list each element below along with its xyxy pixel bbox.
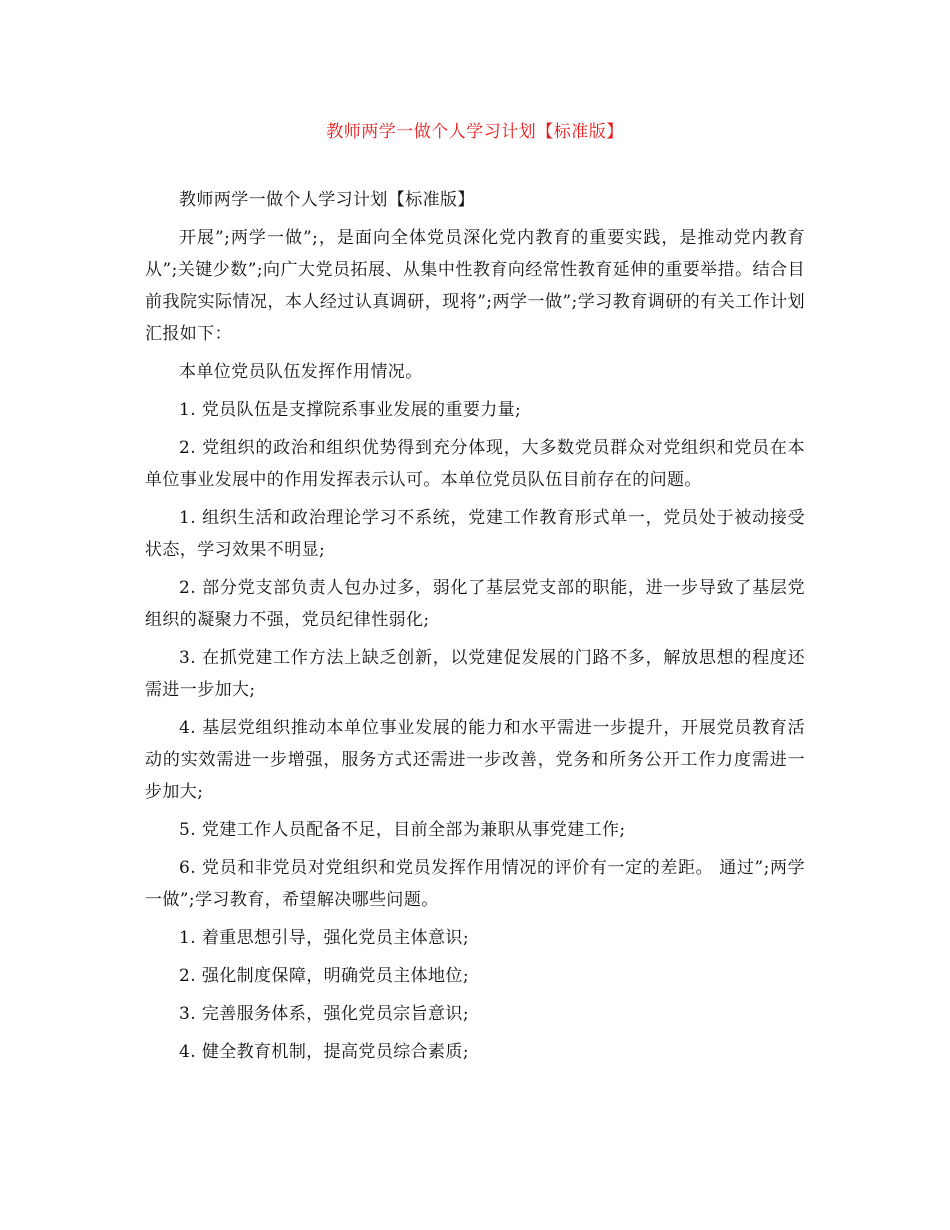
list-item: 3. 在抓党建工作方法上缺乏创新，以党建促发展的门路不多，解放思想的程度还需进一步加大; — [145, 648, 805, 700]
document-body — [145, 184, 805, 1068]
document-title: 教师两学一做个人学习计划【标准版】 — [326, 122, 624, 142]
list-item: 4. 健全教育机制，提高党员综合素质; — [179, 1042, 469, 1062]
list-item: 4. 基层党组织推动本单位事业发展的能力和水平需进一步提升，开展党员教育活动的实效需进一步增强，服务方式还需进一步改善，党务和所务公开工作力度需进一步加大; — [145, 718, 805, 802]
list-item: 1. 党员队伍是支撑院系事业发展的重要力量; — [179, 400, 522, 420]
list-item: 5. 党建工作人员配备不足，目前全部为兼职从事党建工作; — [179, 820, 626, 840]
list-item: 6. 党员和非党员对党组织和党员发挥作用情况的评价有一定的差距。 通过”;两学一做”;学习教育，希望解决哪些问题。 — [145, 858, 805, 910]
section-heading-role: 本单位党员队伍发挥作用情况。 — [179, 362, 423, 382]
list-item: 1. 组织生活和政治理论学习不系统，党建工作教育形式单一，党员处于被动接受状态，学习效果不明显; — [145, 508, 805, 560]
list-item: 3. 完善服务体系，强化党员宗旨意识; — [179, 1004, 469, 1024]
list-item: 2. 部分党支部负责人包办过多，弱化了基层党支部的职能，进一步导致了基层党组织的凝聚力不强，党员纪律性弱化; — [145, 578, 805, 630]
paragraph-intro: 开展”;两学一做”;，是面向全体党员深化党内教育的重要实践，是推动党内教育从”;关键少数”;向广大党员拓展、从集中性教育向经常性教育延伸的重要举措。结合目前我院实际情况，本人经过认真调研，现将”;两学一做”;学习教育调研的有关工作计划汇报如下： — [145, 228, 805, 344]
list-item: 2. 党组织的政治和组织优势得到充分体现，大多数党员群众对党组织和党员在本单位事业发展中的作用发挥表示认可。本单位党员队伍目前存在的问题。 — [145, 438, 805, 490]
list-item: 2. 强化制度保障，明确党员主体地位; — [179, 966, 469, 986]
list-item: 1. 着重思想引导，强化党员主体意识; — [179, 928, 469, 948]
paragraph-subtitle: 教师两学一做个人学习计划【标准版】 — [179, 190, 475, 210]
